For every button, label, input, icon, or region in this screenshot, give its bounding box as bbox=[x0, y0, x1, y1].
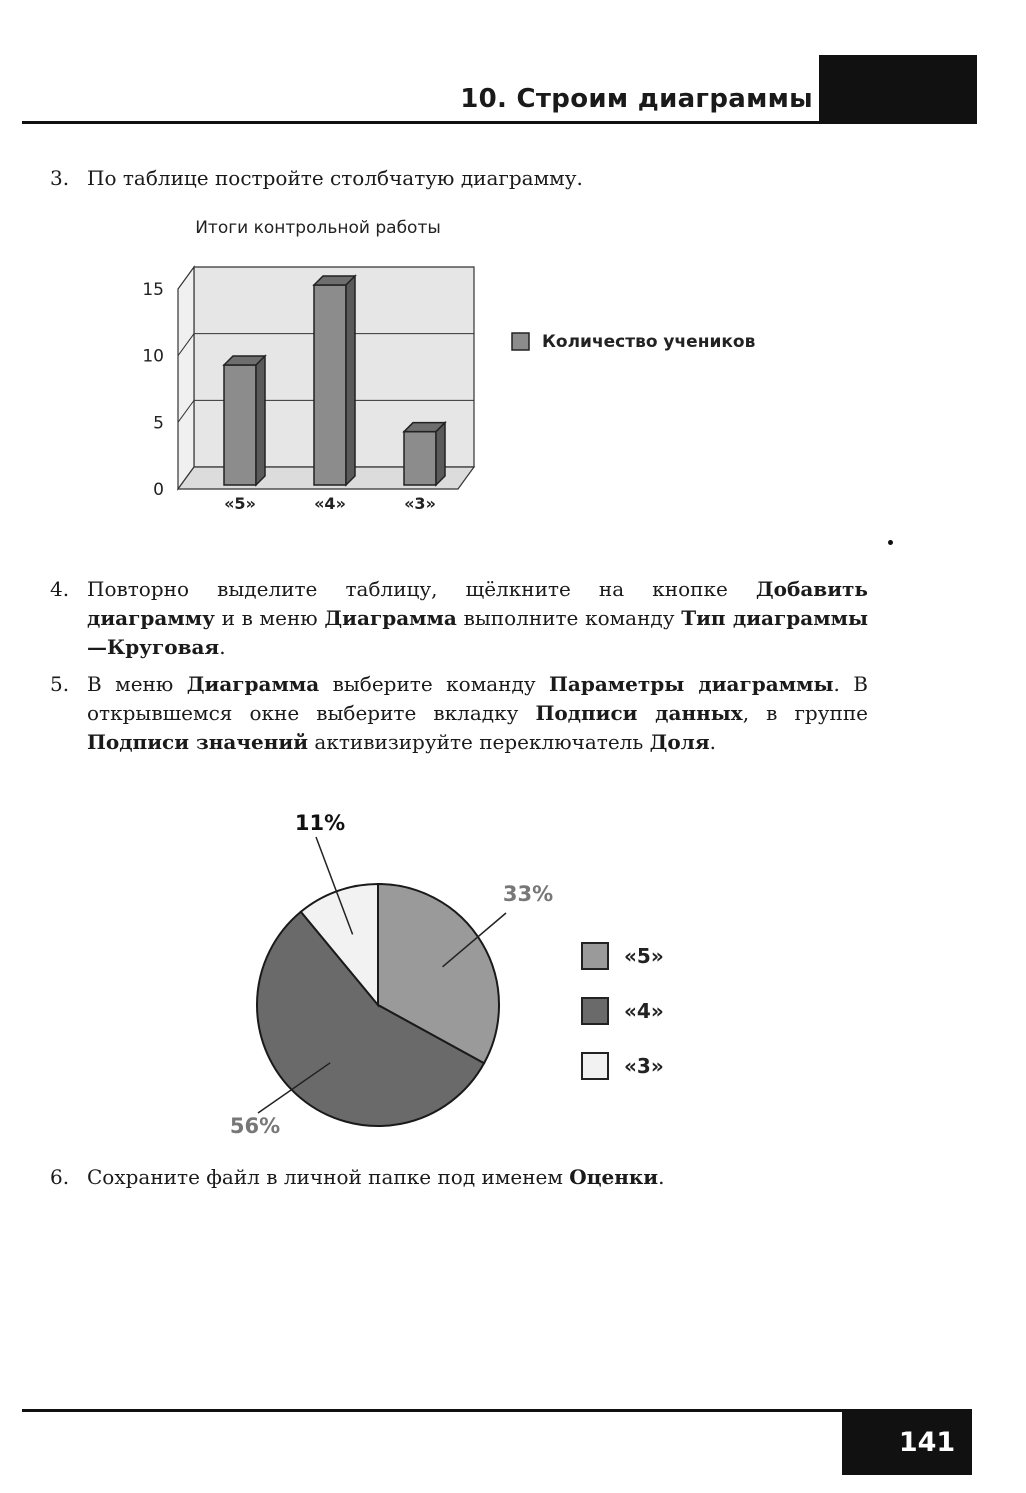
pie-slices bbox=[257, 884, 499, 1126]
y-tick-label: 15 bbox=[142, 280, 164, 300]
legend-label: «4» bbox=[624, 999, 664, 1023]
header-rule bbox=[22, 121, 977, 124]
step-6 bbox=[50, 1163, 868, 1192]
x-tick-label: «3» bbox=[404, 494, 436, 513]
bar bbox=[224, 356, 265, 485]
term-percentage: Доля bbox=[649, 730, 710, 754]
y-tick-label: 5 bbox=[153, 413, 164, 434]
step-5 bbox=[50, 670, 868, 757]
bar-chart bbox=[130, 205, 790, 525]
y-axis-ticks bbox=[142, 280, 164, 500]
term-file-name: Оценки bbox=[569, 1165, 659, 1189]
bar-front bbox=[224, 365, 256, 485]
legend-swatch bbox=[582, 1053, 608, 1079]
legend-label: «5» bbox=[624, 944, 664, 968]
chart-title: Итоги контрольной работы bbox=[195, 218, 441, 238]
step-number: 4. bbox=[50, 577, 70, 601]
term-chart-menu: Диаграмма bbox=[186, 672, 320, 696]
x-tick-label: «5» bbox=[224, 494, 256, 513]
bar-front bbox=[404, 432, 436, 485]
header-black-block bbox=[819, 55, 977, 123]
legend-swatch bbox=[512, 333, 529, 350]
side-wall bbox=[178, 267, 194, 489]
footer-rule bbox=[22, 1409, 972, 1412]
step-text: По таблице постройте столбчатую диаграмму. bbox=[87, 166, 583, 190]
term-chart-options: Параметры диаграммы bbox=[549, 672, 834, 696]
pie-legend bbox=[582, 943, 664, 1079]
bar-side bbox=[346, 276, 355, 485]
x-tick-label: «4» bbox=[314, 494, 346, 513]
term-chart-type: Тип диаграммы—Круговая bbox=[87, 606, 868, 659]
legend bbox=[512, 332, 756, 352]
term-chart-menu: Диаграмма bbox=[324, 606, 457, 630]
legend-label: Количество учеников bbox=[542, 332, 756, 352]
bar bbox=[404, 423, 445, 485]
legend-swatch bbox=[582, 943, 608, 969]
term-data-labels: Подписи данных bbox=[535, 701, 743, 725]
page-number: 141 bbox=[842, 1409, 972, 1475]
step-text: Сохраните файл в личной папке под именем Оценки. bbox=[87, 1165, 665, 1189]
bar-side bbox=[256, 356, 265, 485]
term-value-labels: Подписи значений bbox=[87, 730, 309, 754]
step-number: 3. bbox=[50, 166, 70, 190]
bar bbox=[314, 276, 355, 485]
step-number: 6. bbox=[50, 1165, 70, 1189]
legend-label: «3» bbox=[624, 1054, 664, 1078]
stray-dot bbox=[888, 540, 893, 545]
bar-front bbox=[314, 285, 346, 485]
step-4 bbox=[50, 575, 868, 662]
y-tick-label: 10 bbox=[142, 346, 164, 367]
step-text: Повторно выделите таблицу, щёлкните на кнопке Добавить диаграмму и в меню Диаграмма выполните команду Тип диаграммы—Круговая. bbox=[87, 577, 868, 659]
step-3 bbox=[50, 164, 870, 193]
pie-data-label: 11% bbox=[294, 811, 346, 835]
bar-side bbox=[436, 423, 445, 485]
step-text: В меню Диаграмма выберите команду Параметры диаграммы. В открывшемся окне выберите вкладку Подписи данных, в группе Подписи значений активизируйте переключатель Доля. bbox=[87, 672, 868, 754]
x-axis-ticks bbox=[224, 494, 436, 513]
pie-data-label: 33% bbox=[502, 882, 554, 906]
pie-chart bbox=[200, 800, 700, 1145]
pie-data-label: 56% bbox=[229, 1114, 281, 1138]
legend-swatch bbox=[582, 998, 608, 1024]
term-add-chart: Добавить диаграмму bbox=[87, 577, 868, 630]
y-tick-label: 0 bbox=[153, 480, 164, 500]
chapter-title: 10. Строим диаграммы bbox=[460, 84, 813, 114]
step-number: 5. bbox=[50, 672, 70, 696]
